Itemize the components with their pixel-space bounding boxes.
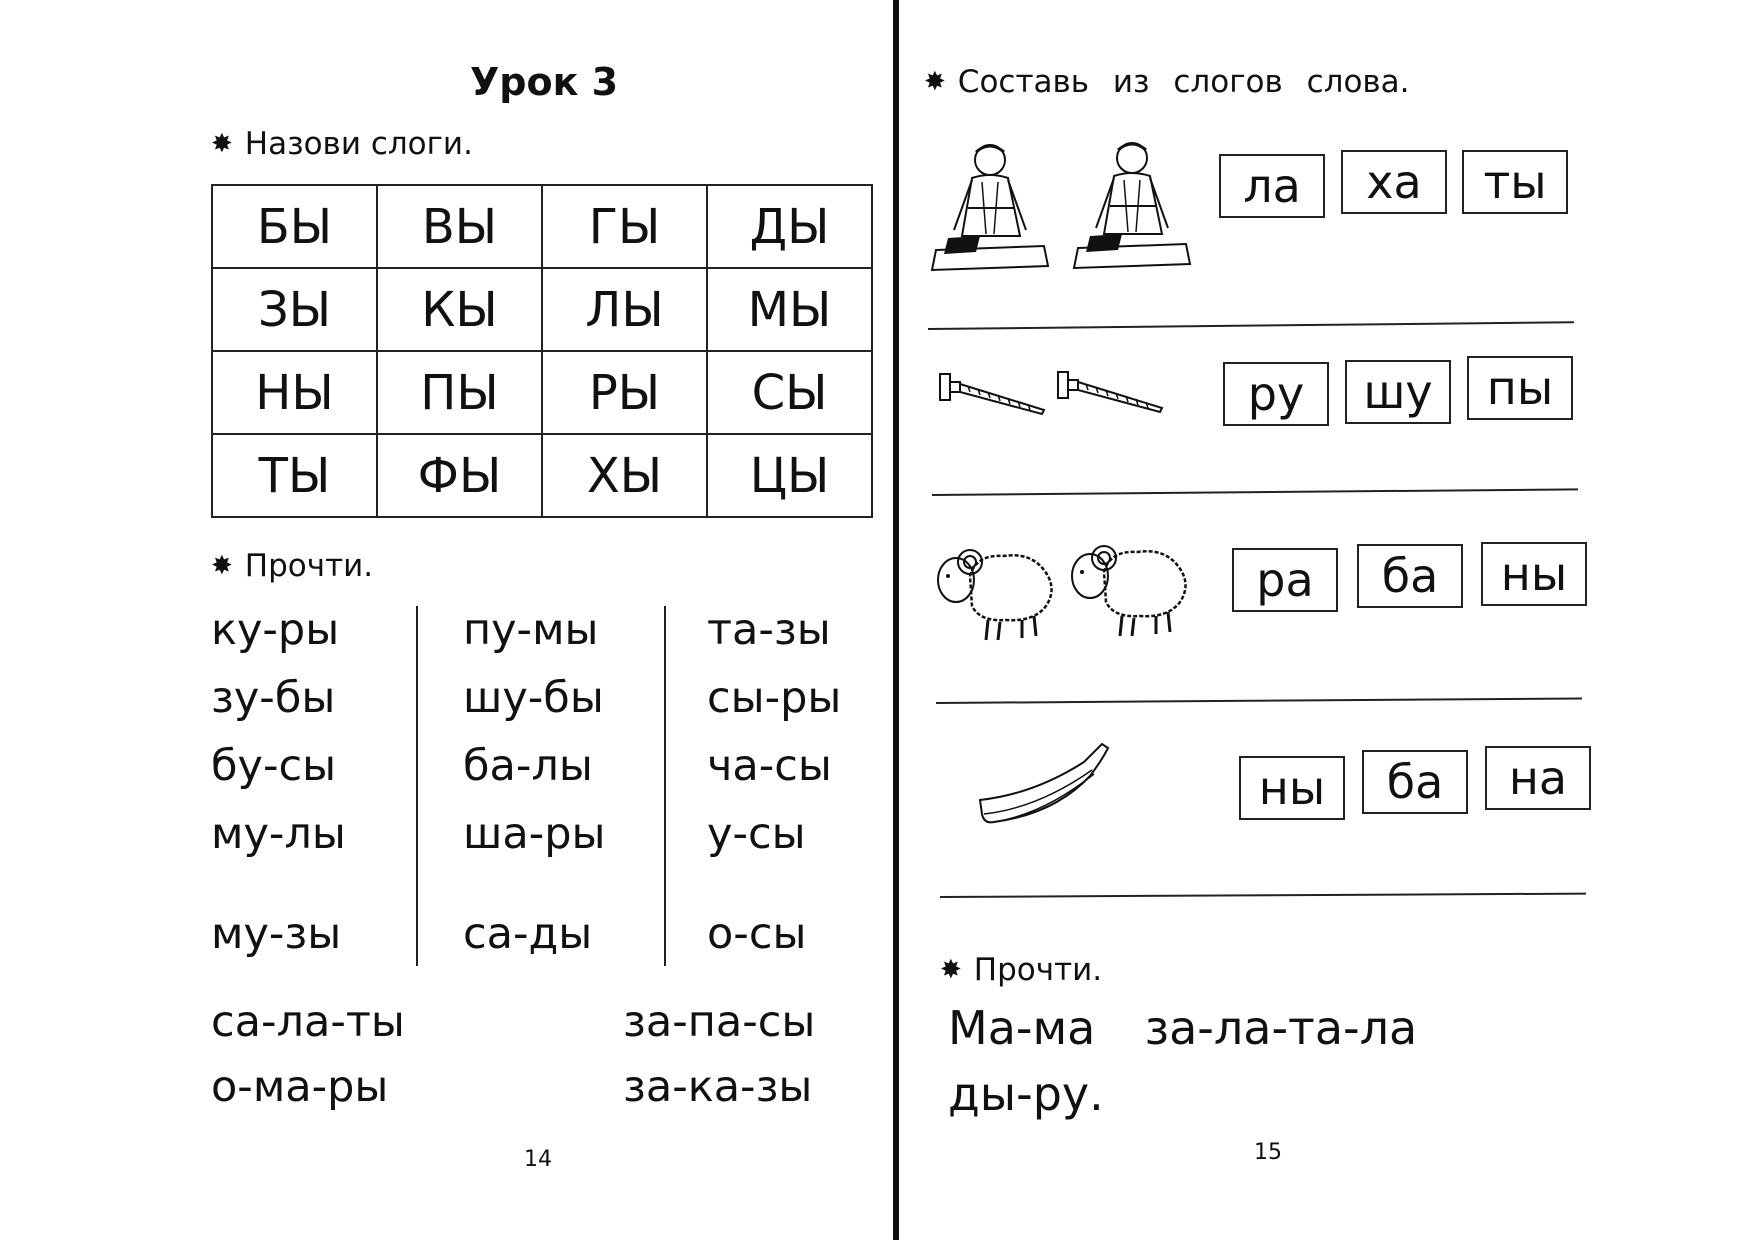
instruction-name-syllables <box>211 126 473 162</box>
syllable-cell: ХЫ <box>542 434 707 517</box>
ram-icon <box>1064 536 1194 640</box>
long-word: са-ла-ты <box>211 997 405 1047</box>
word: о-сы <box>707 909 807 959</box>
long-word: о-ма-ры <box>211 1062 389 1112</box>
column-divider <box>416 606 418 966</box>
syllable-cell: ТЫ <box>212 434 377 517</box>
word-column-1 <box>211 596 346 968</box>
instruction-text: Составь из слогов слова. <box>957 64 1410 100</box>
table-row <box>212 434 872 517</box>
syllable-card: на <box>1485 746 1591 810</box>
syllable-card: ха <box>1341 150 1447 214</box>
column-divider <box>664 606 666 966</box>
table-row <box>212 351 872 434</box>
answer-line <box>928 321 1574 330</box>
instruction-text: Прочти. <box>244 548 374 584</box>
syllable-cell: РЫ <box>542 351 707 434</box>
word: пу-мы <box>463 605 599 655</box>
star-icon: ✸ <box>924 67 946 97</box>
instruction-read-left <box>211 548 373 584</box>
word: ба-лы <box>463 741 593 791</box>
word: та-зы <box>707 605 831 655</box>
syllable-card: шу <box>1345 360 1451 424</box>
syllable-cell: КЫ <box>377 268 542 351</box>
instruction-text: Прочти. <box>973 952 1103 988</box>
long-word: за-па-сы <box>623 997 816 1047</box>
word: зу-бы <box>211 673 336 723</box>
ram-icon <box>930 540 1060 644</box>
ironing-man-icon <box>1070 136 1194 272</box>
answer-line <box>940 893 1586 898</box>
lesson-title: Урок 3 <box>470 60 619 104</box>
syllable-cell: НЫ <box>212 351 377 434</box>
syllable-card: ру <box>1223 362 1329 426</box>
instruction-read-right <box>940 952 1102 988</box>
syllable-card: ла <box>1219 154 1325 218</box>
page-number-right: 15 <box>1254 1140 1282 1165</box>
instruction-text: Назови слоги. <box>244 126 473 162</box>
syllable-cell: МЫ <box>707 268 872 351</box>
word-column-2 <box>463 596 605 968</box>
syllable-cell: ЛЫ <box>542 268 707 351</box>
page-number-left: 14 <box>524 1147 552 1172</box>
word: ку-ры <box>211 605 340 655</box>
syllable-cell: ПЫ <box>377 351 542 434</box>
table-row <box>212 185 872 268</box>
reading-line: ды-ру. <box>948 1067 1104 1121</box>
word: бу-сы <box>211 741 337 791</box>
syllable-card: ба <box>1357 544 1463 608</box>
syllable-cell: ФЫ <box>377 434 542 517</box>
syllable-cell: СЫ <box>707 351 872 434</box>
word-column-3 <box>707 596 841 968</box>
word: у-сы <box>707 809 806 859</box>
word: ча-сы <box>707 741 832 791</box>
reading-sentence <box>948 995 1417 1127</box>
syllable-card: ты <box>1462 150 1568 214</box>
screw-icon <box>932 370 1050 420</box>
banana-icon <box>974 738 1114 834</box>
word: сы-ры <box>707 673 842 723</box>
syllable-card: ны <box>1239 756 1345 820</box>
syllable-card: ра <box>1232 548 1338 612</box>
syllable-cell: ЦЫ <box>707 434 872 517</box>
answer-line <box>936 697 1582 704</box>
table-row <box>212 268 872 351</box>
star-icon: ✸ <box>211 129 233 159</box>
ironing-man-icon <box>928 138 1052 274</box>
long-word: за-ка-зы <box>623 1062 813 1112</box>
word: му-зы <box>211 909 342 959</box>
syllable-cell: БЫ <box>212 185 377 268</box>
syllable-card: ба <box>1362 750 1468 814</box>
word: шу-бы <box>463 673 604 723</box>
star-icon: ✸ <box>211 551 233 581</box>
syllable-cell: ГЫ <box>542 185 707 268</box>
answer-line <box>932 488 1578 496</box>
syllable-card: ны <box>1481 542 1587 606</box>
syllable-card: пы <box>1467 356 1573 420</box>
syllable-cell: ЗЫ <box>212 268 377 351</box>
word: му-лы <box>211 809 346 859</box>
screw-icon <box>1050 368 1168 418</box>
syllable-table <box>211 184 873 518</box>
book-spine <box>893 0 899 1240</box>
word: ша-ры <box>463 809 606 859</box>
syllable-cell: ВЫ <box>377 185 542 268</box>
instruction-compose-words <box>924 64 1410 100</box>
reading-line: Ма-ма за-ла-та-ла <box>948 1001 1418 1055</box>
star-icon: ✸ <box>940 955 962 985</box>
word: са-ды <box>463 909 593 959</box>
syllable-cell: ДЫ <box>707 185 872 268</box>
